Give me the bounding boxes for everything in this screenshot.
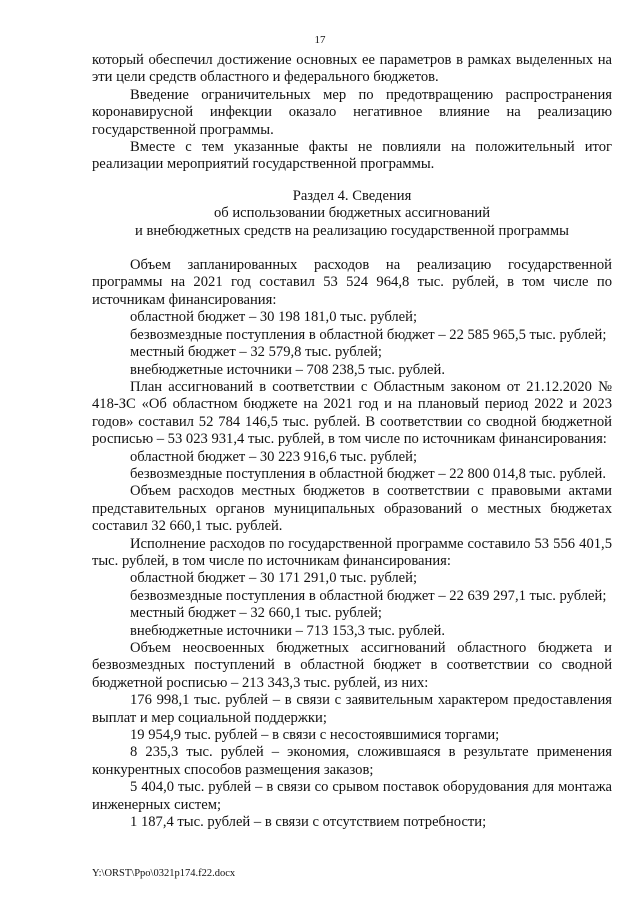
paragraph-intro-continuation: который обеспечил достижение основных ее параметров в рамках выделенных на эти цели средств областного и федерального бюджетов. <box>92 52 612 86</box>
paragraph-positive-result: Вместе с тем указанные факты не повлияли на положительный итог реализации мероприятий государственной программы. <box>92 139 612 173</box>
paragraph-planned-expenses: Объем запланированных расходов на реализацию государственной программы на 2021 год составил 53 524 964,8 тыс. рублей, в том числе по источникам финансирования: <box>92 257 612 308</box>
paragraph-execution: Исполнение расходов по государственной программе составило 53 556 401,5 тыс. рублей, в том числе по источникам финансирования: <box>92 535 612 569</box>
list-item: внебюджетные источники – 708 238,5 тыс. рублей. <box>130 361 445 378</box>
list-item: безвозмездные поступления в областной бюджет – 22 800 014,8 тыс. рублей. <box>130 465 606 482</box>
plan-sources-list <box>92 449 612 484</box>
list-item: 1 187,4 тыс. рублей – в связи с отсутствием потребности; <box>130 814 487 831</box>
document-body <box>92 52 612 831</box>
section-heading-line-3: и внебюджетных средств на реализацию государственной программы <box>135 222 569 239</box>
paragraph-local-budgets: Объем расходов местных бюджетов в соответствии с правовыми актами представительных органов муниципальных образований о местных бюджетах составил 32 660,1 тыс. рублей. <box>92 483 612 535</box>
list-item: местный бюджет – 32 660,1 тыс. рублей; <box>130 605 382 622</box>
paragraph-restrictions: Введение ограничительных мер по предотвращению распространения коронавирусной инфекции оказало негативное влияние на реализацию государственной программы. <box>92 86 612 138</box>
list-item: областной бюджет – 30 171 291,0 тыс. рублей; <box>130 570 418 587</box>
list-item: областной бюджет – 30 223 916,6 тыс. рублей; <box>130 448 418 465</box>
list-item: 8 235,3 тыс. рублей – экономия, сложившаяся в результате применения конкурентных способов размещения заказов; <box>92 744 612 778</box>
list-item: 176 998,1 тыс. рублей – в связи с заявительным характером предоставления выплат и мер социальной поддержки; <box>92 692 612 726</box>
list-item: безвозмездные поступления в областной бюджет – 22 639 297,1 тыс. рублей; <box>130 587 607 604</box>
execution-sources-list <box>92 570 612 640</box>
list-item: внебюджетные источники – 713 153,3 тыс. рублей. <box>130 622 445 639</box>
list-item: 19 954,9 тыс. рублей – в связи с несостоявшимися торгами; <box>130 727 500 744</box>
section-heading-line-2: об использовании бюджетных ассигнований <box>214 205 490 222</box>
list-item: безвозмездные поступления в областной бюджет – 22 585 965,5 тыс. рублей; <box>130 326 607 343</box>
list-item: областной бюджет – 30 198 181,0 тыс. рублей; <box>130 309 418 326</box>
file-path-footer: Y:\ORST\Ppo\0321p174.f22.docx <box>92 868 236 879</box>
planned-sources-list <box>92 309 612 379</box>
page-number: 17 <box>314 34 326 46</box>
paragraph-allocation-plan: План ассигнований в соответствии с Областным законом от 21.12.2020 № 418-ЗС «Об областном бюджете на 2021 год и на плановый период 2022 и 2023 годов» составил 52 784 146,5 тыс. рублей. В соответствии со сводной бюджетной росписью – 53 023 931,4 тыс. рублей, в том числе по источникам финансирования: <box>92 378 612 448</box>
list-item: местный бюджет – 32 579,8 тыс. рублей; <box>130 344 382 361</box>
paragraph-unspent: Объем неосвоенных бюджетных ассигнований областного бюджета и безвозмездных поступлений в областной бюджет в соответствии со сводной бюджетной росписью – 213 343,3 тыс. рублей, из них: <box>92 640 612 691</box>
list-item: 5 404,0 тыс. рублей – в связи со срывом поставок оборудования для монтажа инженерных систем; <box>92 779 612 813</box>
section-heading-line-1: Раздел 4. Сведения <box>292 187 412 204</box>
section-heading <box>92 188 612 240</box>
